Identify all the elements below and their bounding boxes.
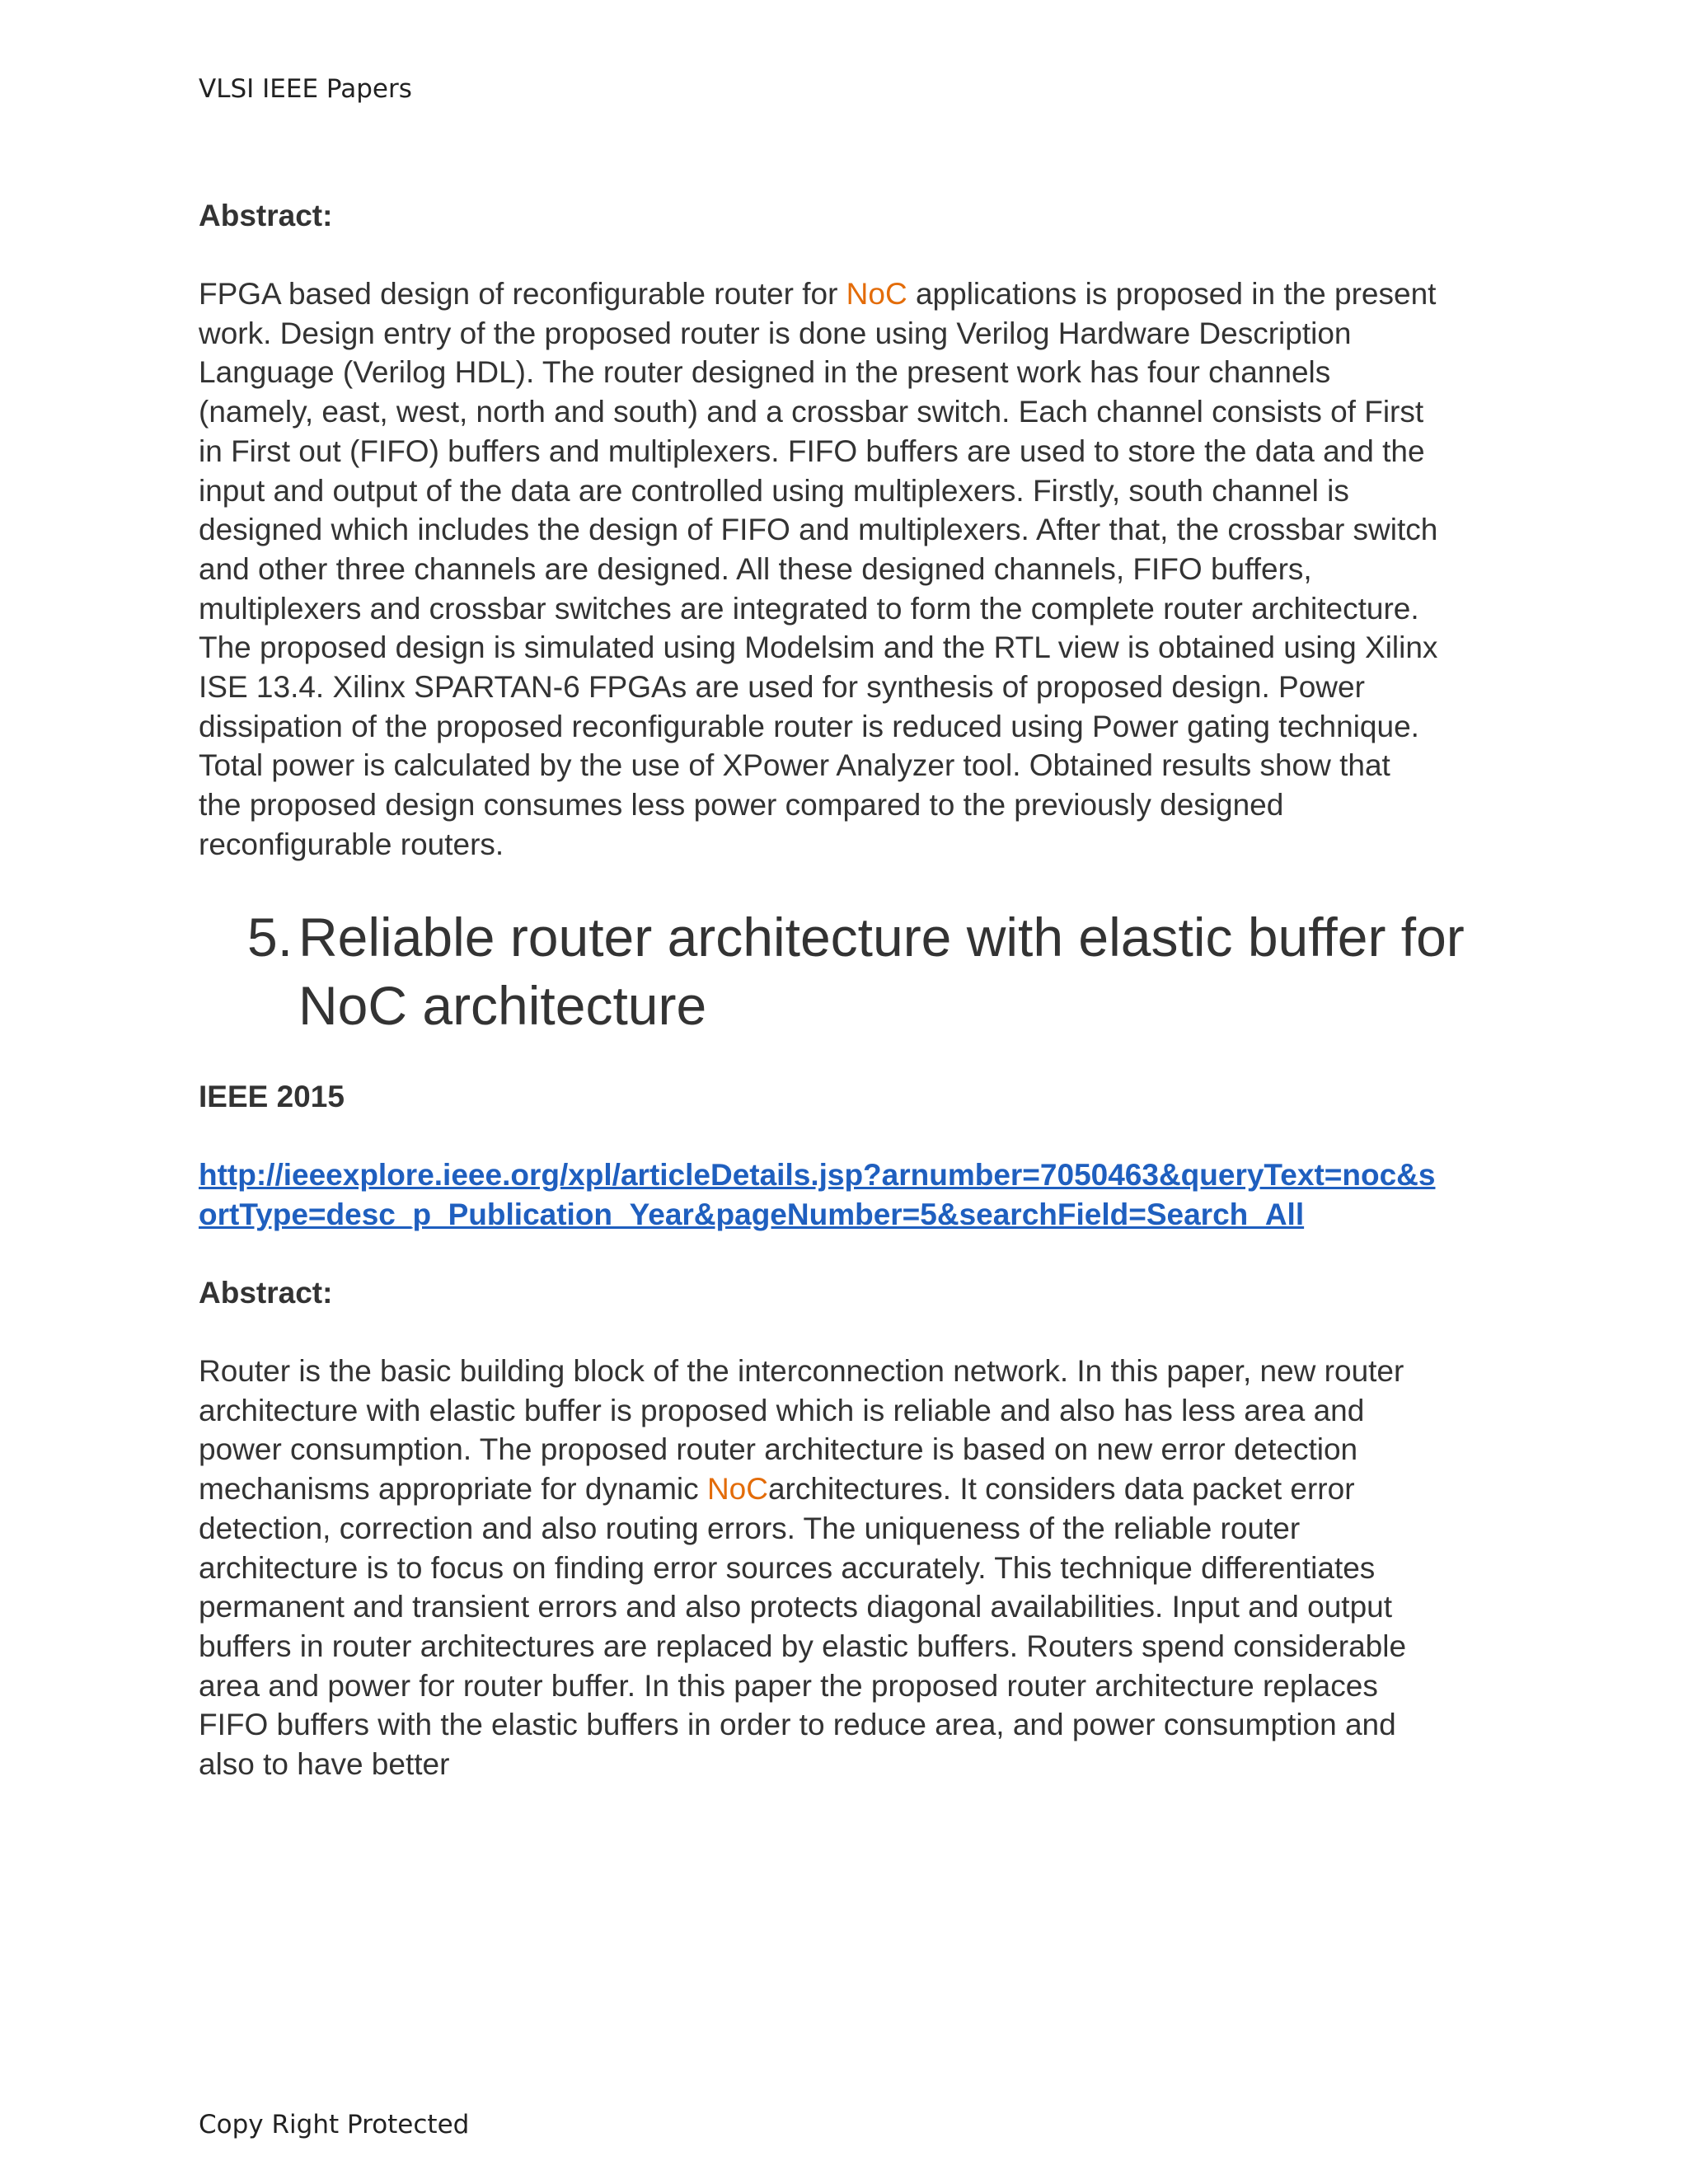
abstract-line — [199, 589, 1501, 629]
abstract-line — [199, 707, 1501, 747]
abstract-line — [199, 1666, 1501, 1706]
keyword-highlight: NoC — [706, 1472, 768, 1507]
abstract-text: the proposed design consumes less power compared to the previously designed — [199, 788, 1284, 823]
abstract-text: input and output of the data are controlled using multiplexers. Firstly, south channel is — [199, 473, 1349, 508]
abstract-text: applications is proposed in the present — [907, 277, 1437, 311]
abstract-line — [199, 392, 1501, 432]
abstract-line — [199, 628, 1501, 668]
abstract-text: detection, correction and also routing errors. The uniqueness of the reliable router — [199, 1511, 1301, 1545]
abstract-text: buffers in router architectures are replaced by elastic buffers. Routers spend considerable — [199, 1629, 1407, 1663]
abstract-text: Language (Verilog HDL). The router designed in the present work has four channels — [199, 355, 1331, 390]
abstract-line — [199, 1509, 1501, 1549]
paper-link-line[interactable]: ortType=desc_p_Publication_Year&pageNumber=5&searchField=Search_All — [199, 1197, 1305, 1231]
heading-line: Reliable router architecture with elastic buffer for — [298, 907, 1465, 968]
page-footer: Copy Right Protected — [199, 2110, 470, 2139]
abstract-line — [199, 1587, 1501, 1627]
abstract-text: reconfigurable routers. — [199, 827, 504, 861]
abstract-text: and other three channels are designed. All these designed channels, FIFO buffers, — [199, 551, 1312, 586]
abstract-text: work. Design entry of the proposed router is done using Verilog Hardware Description — [199, 316, 1352, 350]
abstract-line — [199, 668, 1501, 707]
keyword-highlight: NoC — [846, 277, 907, 311]
abstract-line — [199, 1705, 1501, 1745]
abstract-line — [199, 353, 1501, 392]
abstract-paragraph — [199, 1352, 1501, 1784]
abstract-text: permanent and transient errors and also protects diagonal availabilities. Input and output — [199, 1590, 1393, 1624]
abstract-line — [199, 550, 1501, 589]
abstract-line — [199, 1469, 1501, 1509]
abstract-line — [199, 314, 1501, 354]
abstract-text: area and power for router buffer. In this paper the proposed router architecture replaces — [199, 1668, 1378, 1703]
abstract-text: (namely, east, west, north and south) and a crossbar switch. Each channel consists of First — [199, 395, 1424, 429]
abstract-text: mechanisms appropriate for dynamic — [199, 1472, 707, 1507]
abstract-line — [199, 785, 1501, 825]
abstract-line — [199, 1627, 1501, 1666]
abstract-text: also to have better — [199, 1747, 450, 1782]
abstract-text: architectures. It considers data packet error — [767, 1472, 1355, 1507]
paper-link[interactable] — [199, 1155, 1435, 1234]
venue-label: IEEE 2015 — [199, 1080, 345, 1113]
abstract-line — [199, 1352, 1501, 1391]
abstract-text: FIFO buffers with the elastic buffers in order to reduce area, and power consumption and — [199, 1708, 1396, 1742]
abstract-line — [199, 510, 1501, 550]
abstract-line — [199, 471, 1501, 511]
abstract-text: Router is the basic building block of the interconnection network. In this paper, new router — [199, 1354, 1404, 1388]
abstract-line — [199, 746, 1501, 785]
abstract-text: power consumption. The proposed router architecture is based on new error detection — [199, 1432, 1358, 1467]
abstract-line — [199, 1391, 1501, 1431]
abstract-line — [199, 1549, 1501, 1588]
abstract-text: FPGA based design of reconfigurable router for — [199, 277, 846, 311]
abstract-text: architecture is to focus on finding error sources accurately. This technique differentiates — [199, 1550, 1376, 1585]
abstract-text: in First out (FIFO) buffers and multiplexers. FIFO buffers are used to store the data and the — [199, 434, 1425, 468]
abstract-line — [199, 274, 1501, 314]
abstract-label: Abstract: — [199, 1276, 333, 1310]
heading-line: NoC architecture — [298, 975, 707, 1036]
abstract-text: ISE 13.4. Xilinx SPARTAN-6 FPGAs are used for synthesis of proposed design. Power — [199, 670, 1365, 705]
abstract-text: Total power is calculated by the use of XPower Analyzer tool. Obtained results show that — [199, 748, 1390, 783]
abstract-label: Abstract: — [199, 199, 333, 232]
abstract-text: multiplexers and crossbar switches are integrated to form the complete router architecture. — [199, 591, 1419, 626]
abstract-line — [199, 1430, 1501, 1469]
abstract-paragraph — [199, 274, 1501, 865]
paper-link-line[interactable]: http://ieeexplore.ieee.org/xpl/articleDetails.jsp?arnumber=7050463&queryText=noc&s — [199, 1158, 1436, 1192]
page-header: VLSI IEEE Papers — [199, 74, 412, 104]
abstract-line — [199, 432, 1501, 471]
abstract-text: The proposed design is simulated using Modelsim and the RTL view is obtained using Xilinx — [199, 630, 1438, 665]
abstract-line — [199, 1745, 1501, 1784]
abstract-text: architecture with elastic buffer is proposed which is reliable and also has less area and — [199, 1393, 1365, 1427]
heading-text — [298, 903, 1535, 1040]
heading-number: 5. — [247, 907, 293, 968]
abstract-text: dissipation of the proposed reconfigurable router is reduced using Power gating technique. — [199, 709, 1419, 743]
abstract-line — [199, 825, 1501, 865]
abstract-text: designed which includes the design of FIFO and multiplexers. After that, the crossbar switch — [199, 513, 1438, 547]
